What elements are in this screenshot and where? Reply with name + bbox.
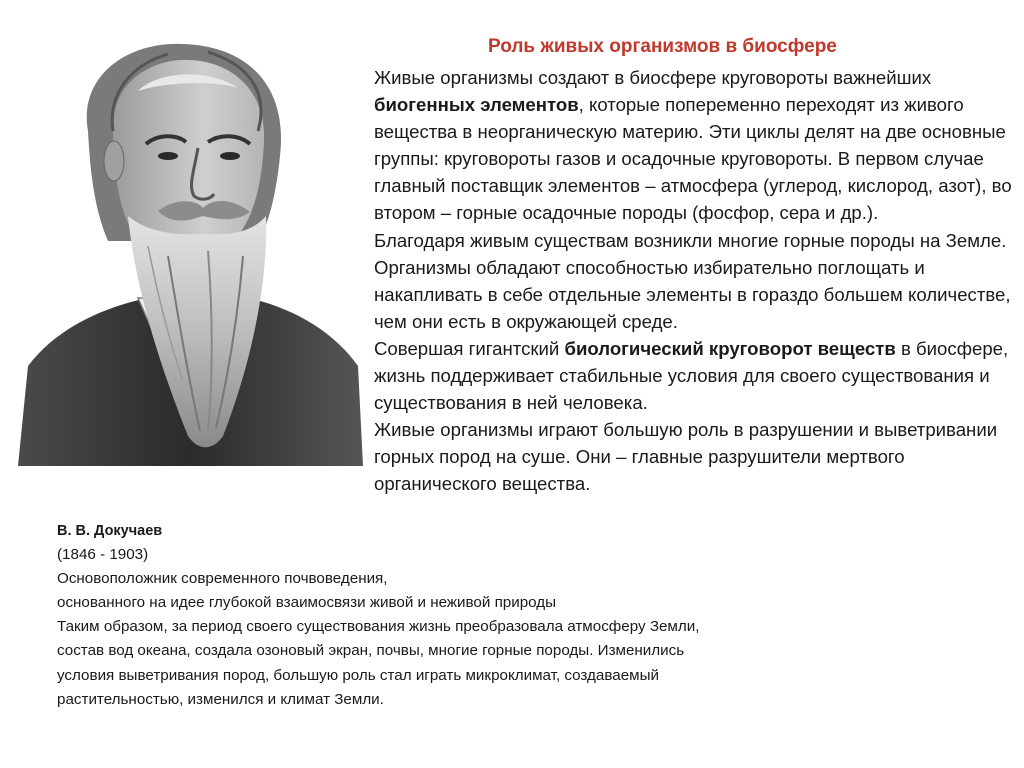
caption-line: условия выветривания пород, большую роль стал играть микроклимат, создаваемый [57, 666, 659, 684]
caption-line: состав вод океана, создала озоновый экран, почвы, многие горные породы. Изменились [57, 642, 685, 660]
main-text-block [374, 64, 1014, 498]
person-name: В. В. Докучаев [57, 523, 163, 539]
portrait-image [18, 36, 363, 466]
paragraph-cycles: Живые организмы создают в биосфере круговороты важнейших биогенных элементов, которые попеременно переходят из живого вещества в неорганическую материю. Эти циклы делят на две основные группы: круговороты газов и осадочные круговороты. В первом случае главный поставщик элементов – атмосфера (углерод, кислород, азот), во втором – горные осадочные породы (фосфор, сера и др.). [374, 67, 1012, 224]
caption-line: основанного на идее глубокой взаимосвязи живой и неживой природы [57, 594, 557, 612]
person-years: (1846 - 1903) [57, 546, 149, 564]
paragraph-rocks: Благодаря живым существам возникли многие горные породы на Земле. Организмы обладают способностью избирательно поглощать и накапливать в себе отдельные элементы в гораздо большем количестве, чем они есть в окружающей среде. [374, 229, 1011, 332]
caption-line: Таким образом, за период своего существования жизнь преобразовала атмосферу Земли, [57, 618, 700, 636]
bold-term-biogenic: биогенных элементов [374, 94, 579, 116]
slide-title: Роль живых организмов в биосфере [488, 36, 837, 57]
paragraph-circulation: Совершая гигантский биологический круговорот веществ в биосфере, жизнь поддерживает стабильные условия для своего существования и существования в ней человека. [374, 337, 1009, 414]
paragraph-weathering: Живые организмы играют большую роль в разрушении и выветривании горных пород на суше. Они – главные разрушители мертвого органического вещества. [374, 419, 998, 495]
caption-line: растительностью, изменился и климат Земли. [57, 690, 384, 708]
caption-line: Основоположник современного почвоведения, [57, 570, 388, 588]
bold-term-biocycle: биологический круговорот веществ [564, 337, 896, 359]
portrait-caption [57, 519, 957, 712]
